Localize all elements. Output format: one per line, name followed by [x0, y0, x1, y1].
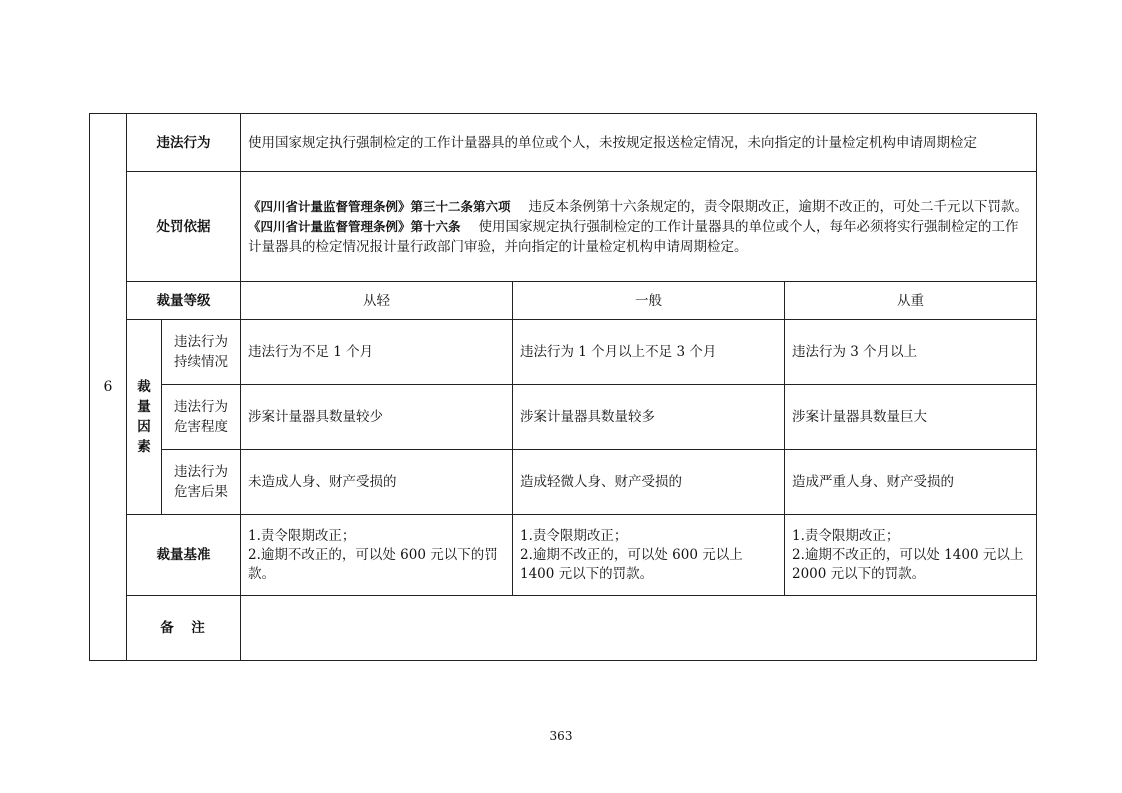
factor-name-line: 违法行为 — [174, 464, 228, 480]
standard-light — [241, 515, 513, 596]
factor-row — [90, 450, 1037, 515]
factors-label-char: 因 — [137, 419, 151, 435]
basis-text — [241, 172, 1037, 282]
penalty-discretion-table — [89, 113, 1037, 661]
factor-name-line: 持续情况 — [174, 354, 228, 370]
factor-name-line: 违法行为 — [174, 334, 228, 350]
factor-name-line: 危害后果 — [174, 484, 228, 500]
standard-row — [90, 515, 1037, 596]
level-heavy: 从重 — [785, 282, 1037, 320]
standard-line: 1.责令限期改正； — [792, 527, 900, 544]
standard-heavy — [785, 515, 1037, 596]
factor-light: 涉案计量器具数量较少 — [241, 385, 513, 450]
basis-clause-ref: 《四川省计量监督管理条例》第十六条 — [248, 218, 461, 234]
standard-line: 2.逾期不改正的，可以处 1400 元以上 2000 元以下的罚款。 — [792, 546, 1024, 582]
remarks-text — [241, 596, 1037, 661]
factor-name-line: 危害程度 — [174, 419, 228, 435]
factors-label-char: 裁 — [137, 379, 151, 395]
factor-name — [162, 450, 241, 515]
factor-heavy: 涉案计量器具数量巨大 — [785, 385, 1037, 450]
remarks-row — [90, 596, 1037, 661]
violation-text: 使用国家规定执行强制检定的工作计量器具的单位或个人，未按规定报送检定情况，未向指定的计量检定机构申请周期检定 — [241, 114, 1037, 172]
standard-line: 2.逾期不改正的，可以处 600 元以上 1400 元以下的罚款。 — [520, 546, 743, 582]
factor-name — [162, 320, 241, 385]
basis-label: 处罚依据 — [127, 172, 241, 282]
level-normal: 一般 — [513, 282, 785, 320]
violation-row — [90, 114, 1037, 172]
standard-line: 1.责令限期改正； — [248, 527, 356, 544]
basis-clause — [248, 217, 1029, 257]
factor-row — [90, 385, 1037, 450]
factor-row — [90, 320, 1037, 385]
factor-name-line: 违法行为 — [174, 399, 228, 415]
factors-label — [127, 320, 162, 515]
factor-light: 违法行为不足 1 个月 — [241, 320, 513, 385]
basis-clause-text: 违反本条例第十六条规定的，责令限期改正，逾期不改正的，可处二千元以下罚款。 — [528, 198, 1029, 215]
standard-line: 1.责令限期改正； — [520, 527, 628, 544]
remarks-label: 备 注 — [127, 596, 241, 661]
levels-row — [90, 282, 1037, 320]
violation-label: 违法行为 — [127, 114, 241, 172]
item-number: 6 — [90, 114, 127, 661]
standard-normal — [513, 515, 785, 596]
factor-heavy: 违法行为 3 个月以上 — [785, 320, 1037, 385]
factors-label-char: 素 — [137, 439, 151, 455]
factor-heavy: 造成严重人身、财产受损的 — [785, 450, 1037, 515]
levels-label: 裁量等级 — [127, 282, 241, 320]
basis-clause-text: 使用国家规定执行强制检定的工作计量器具的单位或个人，每年必须将实行强制检定的工作计量器具的检定情况报计量行政部门审验，并向指定的计量检定机构申请周期检定。 — [248, 218, 1019, 255]
factors-label-char: 量 — [137, 399, 151, 415]
level-light: 从轻 — [241, 282, 513, 320]
factor-name — [162, 385, 241, 450]
basis-clause — [248, 197, 1029, 217]
basis-row — [90, 172, 1037, 282]
factor-normal: 涉案计量器具数量较多 — [513, 385, 785, 450]
factor-light: 未造成人身、财产受损的 — [241, 450, 513, 515]
basis-clause-ref: 《四川省计量监督管理条例》第三十二条第六项 — [248, 198, 511, 214]
factor-normal: 造成轻微人身、财产受损的 — [513, 450, 785, 515]
page-number: 363 — [549, 729, 573, 743]
standard-label: 裁量基准 — [127, 515, 241, 596]
standard-line: 2.逾期不改正的，可以处 600 元以下的罚款。 — [248, 546, 498, 582]
factor-normal: 违法行为 1 个月以上不足 3 个月 — [513, 320, 785, 385]
